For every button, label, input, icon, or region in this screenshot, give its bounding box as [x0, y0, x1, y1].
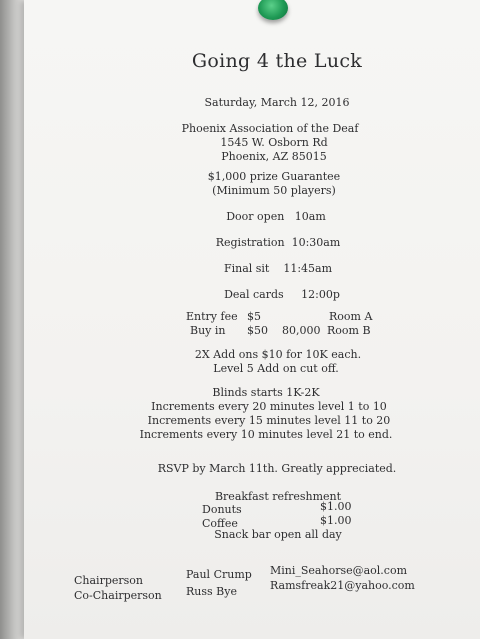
prize-minimum: (Minimum 50 players) [212, 184, 336, 197]
breakfast-heading: Breakfast refreshment [214, 490, 342, 503]
flyer-title: Going 4 the Luck [191, 50, 363, 72]
addons-line: 2X Add ons $10 for 10K each. [194, 348, 362, 361]
entry-fee-amount: $5 [247, 310, 261, 323]
contact-email: Ramsfreak21@yahoo.com [270, 579, 415, 592]
prize-line: $1,000 prize Guarantee [207, 170, 341, 183]
blinds-increment-3: Increments every 10 minutes level 21 to end. [139, 428, 393, 441]
snack-bar-note: Snack bar open all day [214, 528, 342, 541]
contact-name: Paul Crump [186, 568, 252, 581]
deal-cards-time: Deal cards 12:00p [224, 288, 340, 301]
contact-email: Mini_Seahorse@aol.com [270, 564, 408, 577]
buy-in-chips: 80,000 [282, 324, 321, 337]
buy-in-amount: $50 [247, 324, 268, 337]
blinds-increment-2: Increments every 15 minutes level 11 to 20 [147, 414, 391, 427]
coffee-label: Coffee [202, 517, 238, 530]
final-sit-time: Final sit 11:45am [223, 262, 333, 275]
blinds-increment-1: Increments every 20 minutes level 1 to 10 [151, 400, 387, 413]
venue-street: 1545 W. Osborn Rd [220, 136, 328, 149]
donuts-price: $1.00 [320, 500, 352, 513]
contact-role: Co-Chairperson [74, 589, 162, 602]
addon-cutoff: Level 5 Add on cut off. [213, 362, 339, 375]
venue-name: Phoenix Association of the Deaf [181, 122, 359, 135]
door-open: Door open 10am [226, 210, 326, 223]
buy-in-room: Room B [327, 324, 371, 337]
blinds-start: Blinds starts 1K-2K [212, 386, 320, 399]
coffee-price: $1.00 [320, 514, 352, 527]
event-date: Saturday, March 12, 2016 [204, 96, 350, 109]
entry-fee-room: Room A [329, 310, 373, 323]
registration-time: Registration 10:30am [215, 236, 341, 249]
venue-city: Phoenix, AZ 85015 [221, 150, 327, 163]
donuts-label: Donuts [202, 503, 242, 516]
buy-in-label: Buy in [190, 324, 226, 337]
entry-fee-label: Entry fee [186, 310, 238, 323]
contact-name: Russ Bye [186, 585, 237, 598]
contact-role: Chairperson [74, 574, 143, 587]
rsvp-note: RSVP by March 11th. Greatly appreciated. [157, 462, 397, 475]
